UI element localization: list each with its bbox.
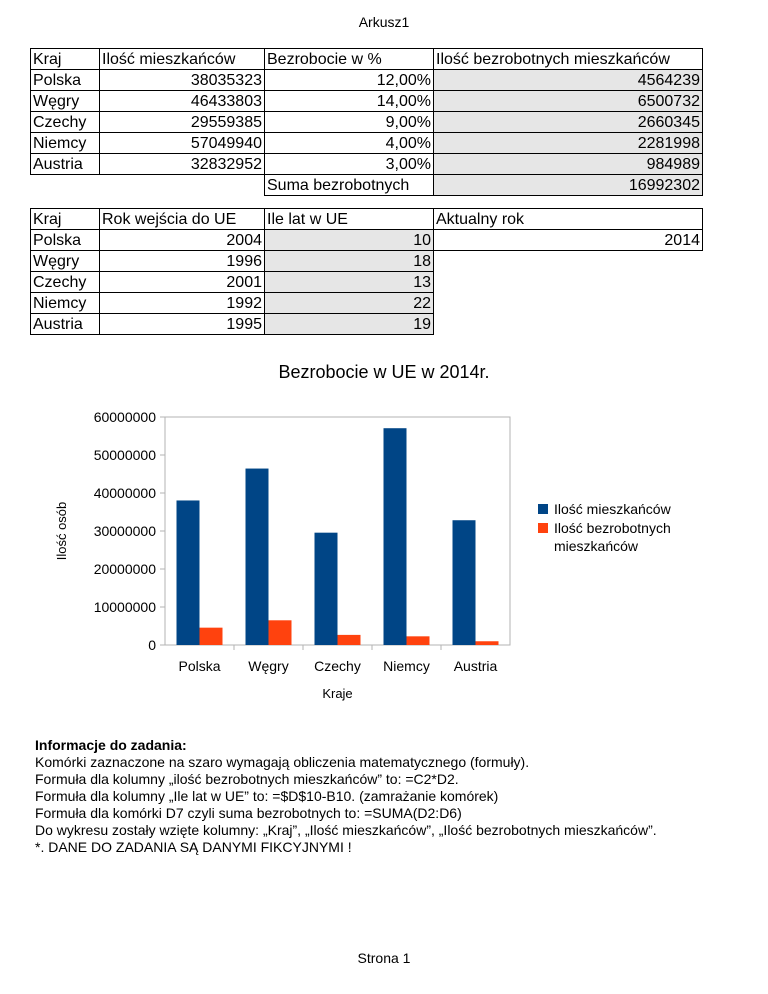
table-row	[31, 112, 703, 133]
country-cell: Węgry	[31, 251, 100, 272]
y-tick-label: 40000000	[93, 485, 156, 501]
y-tick-label: 60000000	[93, 409, 156, 425]
join-year-cell: 1992	[100, 293, 265, 314]
x-axis-title: Kraje	[322, 686, 353, 701]
population-cell: 57049940	[100, 133, 265, 154]
info-line: Formuła dla komórki D7 czyli suma bezrobotnych to: =SUMA(D2:D6)	[35, 805, 462, 821]
bar	[407, 636, 430, 645]
join-year-cell: 2001	[100, 272, 265, 293]
legend-label	[554, 520, 671, 554]
header-cell: Ilość mieszkańców	[100, 49, 265, 70]
table-row	[31, 293, 703, 314]
sum-row	[31, 175, 703, 196]
chart-title: Bezrobocie w UE w 2014r.	[278, 362, 490, 382]
current-year-cell: 2014	[434, 230, 703, 251]
blank-cell	[434, 293, 703, 314]
years-in-eu-cell: 10	[265, 230, 434, 251]
country-cell: Czechy	[31, 112, 100, 133]
bar-chart	[40, 395, 740, 715]
unemployed-count-cell: 4564239	[434, 70, 703, 91]
unemployment-rate-cell: 9,00%	[265, 112, 434, 133]
sheet-title: Arkusz1	[358, 14, 410, 30]
bar	[269, 620, 292, 645]
blank-cell	[434, 251, 703, 272]
bar	[476, 641, 499, 645]
unemployment-rate-cell: 3,00%	[265, 154, 434, 175]
legend-swatch	[538, 523, 548, 533]
header-cell: Aktualny rok	[434, 209, 703, 230]
unemployed-count-cell: 2281998	[434, 133, 703, 154]
population-cell: 29559385	[100, 112, 265, 133]
country-cell: Austria	[31, 314, 100, 335]
table-row	[31, 272, 703, 293]
legend-label-line: mieszkańców	[554, 538, 639, 554]
country-cell: Czechy	[31, 272, 100, 293]
years-in-eu-cell: 13	[265, 272, 434, 293]
header-cell: Rok wejścia do UE	[100, 209, 265, 230]
country-cell: Węgry	[31, 91, 100, 112]
sum-label: Suma bezrobotnych	[265, 175, 434, 196]
info-line: *. DANE DO ZADANIA SĄ DANYMI FIKCYJNYMI !	[35, 839, 352, 855]
bar	[246, 469, 269, 645]
country-cell: Polska	[31, 70, 100, 91]
y-tick-label: 50000000	[93, 447, 156, 463]
bar	[453, 520, 476, 645]
join-year-cell: 2004	[100, 230, 265, 251]
header-cell: Ilość bezrobotnych mieszkańców	[434, 49, 703, 70]
unemployment-rate-cell: 14,00%	[265, 91, 434, 112]
population-cell: 32832952	[100, 154, 265, 175]
bar	[384, 428, 407, 645]
join-year-cell: 1995	[100, 314, 265, 335]
sum-value: 16992302	[434, 175, 703, 196]
blank-cell	[434, 272, 703, 293]
x-tick-label: Czechy	[314, 658, 361, 674]
blank-cell	[434, 314, 703, 335]
table-row	[31, 230, 703, 251]
x-tick-label: Niemcy	[383, 658, 430, 674]
legend-label: Ilość mieszkańców	[554, 501, 671, 517]
table-row	[31, 154, 703, 175]
eu-membership-table	[30, 208, 703, 335]
table-row	[31, 91, 703, 112]
y-tick-label: 10000000	[93, 599, 156, 615]
unemployment-rate-cell: 4,00%	[265, 133, 434, 154]
y-tick-label: 30000000	[93, 523, 156, 539]
info-line: Formuła dla kolumny „ilość bezrobotnych mieszkańców” to: =C2*D2.	[35, 771, 459, 787]
table-row	[31, 251, 703, 272]
info-heading: Informacje do zadania:	[35, 737, 187, 753]
join-year-cell: 1996	[100, 251, 265, 272]
y-tick-label: 20000000	[93, 561, 156, 577]
x-tick-label: Węgry	[248, 658, 289, 674]
info-line: Formuła dla kolumny „Ile lat w UE” to: =$D$10-B10. (zamrażanie komórek)	[35, 788, 499, 804]
info-line: Do wykresu zostały wzięte kolumny: „Kraj”, „Ilość mieszkańców”, „Ilość bezrobotnych mieszkańców”.	[35, 822, 657, 838]
population-cell: 46433803	[100, 91, 265, 112]
years-in-eu-cell: 18	[265, 251, 434, 272]
blank-cell	[100, 175, 265, 196]
legend-swatch	[538, 504, 548, 514]
x-tick-label: Austria	[453, 658, 498, 674]
header-cell: Kraj	[31, 209, 100, 230]
country-cell: Niemcy	[31, 133, 100, 154]
unemployed-count-cell: 984989	[434, 154, 703, 175]
country-cell: Niemcy	[31, 293, 100, 314]
bar	[177, 500, 200, 645]
header-cell: Kraj	[31, 49, 100, 70]
blank-cell	[31, 175, 100, 196]
years-in-eu-cell: 22	[265, 293, 434, 314]
population-table	[30, 48, 703, 196]
bar	[315, 533, 338, 645]
country-cell: Austria	[31, 154, 100, 175]
task-info	[35, 737, 735, 856]
table-header-row	[31, 49, 703, 70]
header-cell: Bezrobocie w %	[265, 49, 434, 70]
y-tick-label: 0	[148, 637, 156, 653]
table-row	[31, 314, 703, 335]
table-row	[31, 70, 703, 91]
country-cell: Polska	[31, 230, 100, 251]
bar	[338, 635, 361, 645]
bar	[200, 628, 223, 645]
years-in-eu-cell: 19	[265, 314, 434, 335]
info-line: Komórki zaznaczone na szaro wymagają obliczenia matematycznego (formuły).	[35, 754, 530, 770]
x-tick-label: Polska	[178, 658, 221, 674]
legend-label-line: Ilość bezrobotnych	[554, 520, 671, 536]
unemployed-count-cell: 6500732	[434, 91, 703, 112]
population-cell: 38035323	[100, 70, 265, 91]
y-axis-title: Ilość osób	[54, 501, 69, 561]
unemployment-rate-cell: 12,00%	[265, 70, 434, 91]
table-row	[31, 133, 703, 154]
page-footer: Strona 1	[357, 950, 411, 966]
table-header-row	[31, 209, 703, 230]
header-cell: Ile lat w UE	[265, 209, 434, 230]
unemployed-count-cell: 2660345	[434, 112, 703, 133]
